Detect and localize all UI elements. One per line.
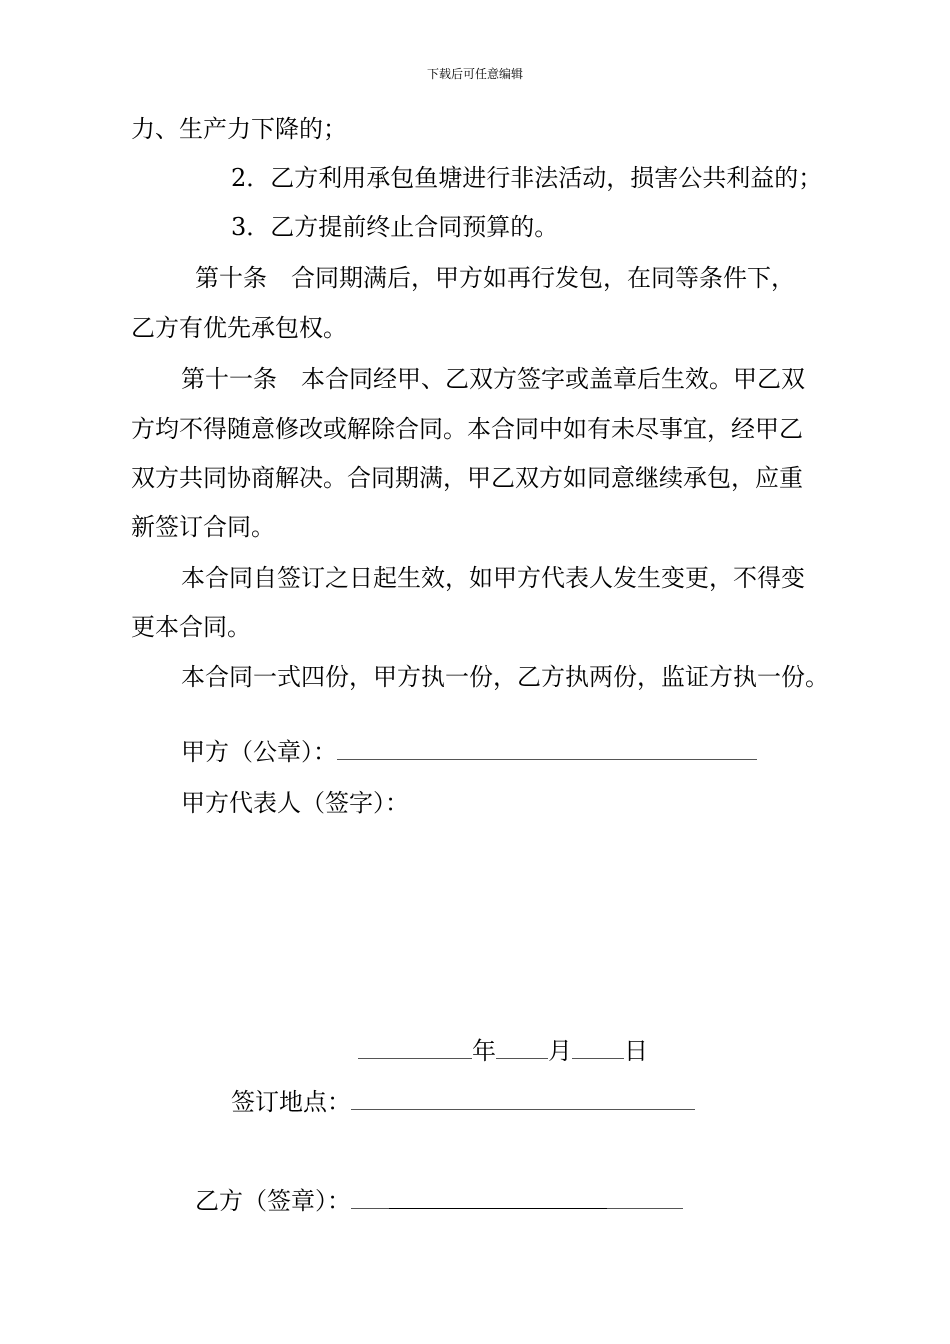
body-line: 本合同自签订之日起生效，如甲方代表人发生变更，不得变 [181,564,805,592]
party-b-label: 乙方（签章）： [195,1187,351,1215]
body-line: 乙方有优先承包权。 [131,314,347,342]
date-year-label: 年 [472,1037,496,1065]
party-b-blank-left[interactable] [351,1186,389,1209]
party-b-blank-middle[interactable] [389,1186,607,1209]
body-line: 更本合同。 [131,613,251,641]
date-day-blank[interactable] [572,1036,624,1059]
date-month-blank[interactable] [496,1036,548,1059]
body-line: 方均不得随意修改或解除合同。本合同中如有未尽事宜，经甲乙 [131,415,803,443]
party-a-seal-line [181,737,757,767]
body-line: 2．乙方利用承包鱼塘进行非法活动，损害公共利益的； [231,164,823,192]
body-line: 本合同一式四份，甲方执一份，乙方执两份，监证方执一份。 [181,663,829,691]
body-line: 双方共同协商解决。合同期满，甲乙双方如同意继续承包，应重 [131,464,803,492]
date-month-label: 月 [548,1037,572,1065]
body-line: 新签订合同。 [131,513,275,541]
party-a-seal-label: 甲方（公章）： [181,738,337,766]
party-b-line [195,1186,683,1216]
date-year-blank[interactable] [358,1036,472,1059]
page-header: 下载后可任意编辑 [426,67,523,81]
body-line: 第十一条 本合同经甲、乙双方签字或盖章后生效。甲乙双 [181,365,805,393]
body-line: 力、生产力下降的； [131,115,347,143]
body-line: 3．乙方提前终止合同预算的。 [231,213,559,241]
party-a-rep-label: 甲方代表人（签字）： [181,789,409,817]
date-day-label: 日 [624,1037,648,1065]
party-a-seal-blank[interactable] [337,737,757,760]
place-line [231,1087,695,1117]
date-line [358,1036,648,1066]
place-label: 签订地点： [231,1088,351,1116]
body-line: 第十条 合同期满后，甲方如再行发包，在同等条件下， [195,264,795,292]
party-b-blank-right[interactable] [607,1186,683,1209]
place-blank[interactable] [351,1087,695,1110]
